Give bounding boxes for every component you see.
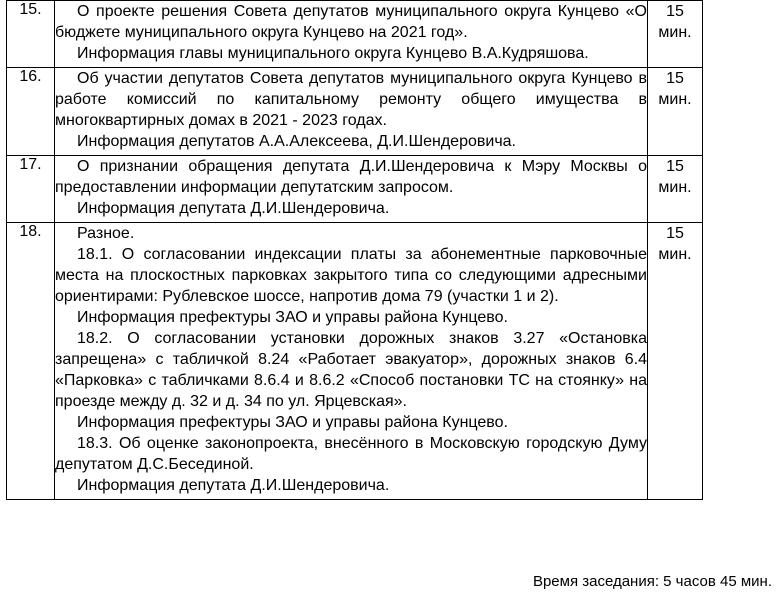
item-duration: 15 мин. [648, 223, 703, 500]
item-number: 18. [7, 223, 55, 500]
subitem-18-3: 18.3. Об оценке законопроекта, внесённого в Московскую городскую Думу депутатом Д.С.Бесединой. [55, 435, 647, 473]
item-duration: 15 мин. [648, 1, 703, 68]
item-speaker: Информация главы муниципального округа Кунцево В.А.Кудряшова. [77, 45, 589, 62]
item-title: О проекте решения Совета депутатов муниципального округа Кунцево «О бюджете муниципального округа Кунцево на 2021 год». [55, 3, 647, 41]
item-content [55, 1, 648, 68]
item-content [55, 156, 648, 223]
subitem-18-1: 18.1. О согласовании индексации платы за абонементные парковочные места на плоскостных парковках закрытого типа со следующими адресными ориентирами: Рублевское шоссе, напротив дома 79 (участки 1 и 2). [55, 246, 647, 305]
item-speaker: Информация депутатов А.А.Алексеева, Д.И.Шендеровича. [77, 133, 516, 150]
agenda-table [6, 0, 703, 500]
agenda-item-18 [7, 223, 703, 500]
item-speaker: Информация депутата Д.И.Шендеровича. [77, 200, 390, 217]
item-title: О признании обращения депутата Д.И.Шендеровича к Мэру Москвы о предоставлении информации депутатским запросом. [55, 158, 647, 196]
item-speaker: Информация депутата Д.И.Шендеровича. [77, 477, 390, 494]
meeting-duration: Время заседания: 5 часов 45 мин. [532, 573, 772, 590]
item-title: Об участии депутатов Совета депутатов муниципального округа Кунцево в работе комиссий по капитальному ремонту общего имущества в многоквартирных домах в 2021 - 2023 годах. [55, 70, 647, 129]
item-duration: 15 мин. [648, 68, 703, 156]
item-number: 17. [7, 156, 55, 223]
agenda-item-17 [7, 156, 703, 223]
item-content [55, 223, 648, 500]
item-title: Разное. [77, 225, 135, 242]
item-number: 16. [7, 68, 55, 156]
item-content [55, 68, 648, 156]
agenda-item-16 [7, 68, 703, 156]
item-speaker: Информация префектуры ЗАО и управы района Кунцево. [77, 414, 508, 431]
agenda-item-15 [7, 1, 703, 68]
item-speaker: Информация префектуры ЗАО и управы района Кунцево. [77, 309, 508, 326]
item-duration: 15 мин. [648, 156, 703, 223]
subitem-18-2: 18.2. О согласовании установки дорожных знаков 3.27 «Остановка запрещена» с табличкой 8.24 «Работает эвакуатор», дорожных знаков 6.4 «Парковка» с табличками 8.6.4 и 8.6.2 «Способ постановки ТС на стоянку» на проезде между д. 32 и д. 34 по ул. Ярцевская». [55, 330, 647, 410]
item-number: 15. [7, 1, 55, 68]
